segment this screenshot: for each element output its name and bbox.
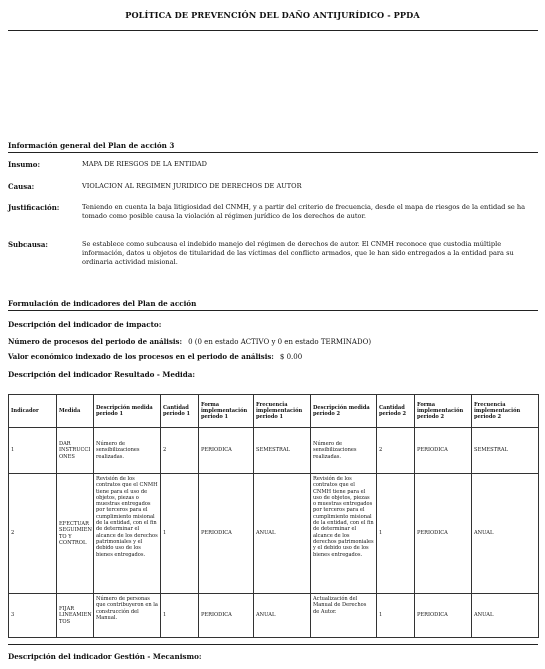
table-row (9, 474, 539, 594)
indicadores-table (8, 394, 539, 638)
table-cell: 1 (161, 474, 199, 594)
table-row (9, 428, 539, 474)
table-cell: ANUAL (472, 594, 539, 638)
table-row (9, 594, 539, 638)
table-cell: Revisión de los contratos que el CNMH tiene para el uso de objetos, piezas o muestras entregados por terceros para el cumplimiento misional de la entidad, con el fin de determinar el alcance de los derechos patrimoniales y el debido uso de los bienes entregados. (311, 474, 377, 594)
impacto-title: Descripción del indicador de impacto: (8, 320, 162, 329)
table-header: Frecuencia implementación periodo 1 (254, 395, 311, 428)
valor-row (8, 352, 302, 361)
table-cell: Número de personas que contribuyeron en la construcción del Manual. (94, 594, 161, 638)
causa-label: Causa: (8, 182, 35, 191)
table-cell: 1 (161, 594, 199, 638)
table-header-row (9, 395, 539, 428)
title-rule (8, 30, 538, 31)
table-cell: DAR INSTRUCCI ONES (57, 428, 94, 474)
table-cell: 1 (377, 594, 415, 638)
table-cell: ANUAL (472, 474, 539, 594)
table-cell: 2 (9, 474, 57, 594)
causa-value: VIOLACION AL REGIMEN JURIDICO DE DERECHOS DE AUTOR (82, 182, 302, 190)
resultado-title: Descripción del indicador Resultado - Medida: (8, 370, 196, 379)
procesos-label: Número de procesos del periodo de análisis: (8, 337, 183, 346)
gestion-title: Descripción del indicador Gestión - Mecanismo: (8, 652, 202, 661)
table-cell: PERIODICA (199, 474, 254, 594)
table-cell: PERIODICA (415, 428, 472, 474)
table-header: Medida (57, 395, 94, 428)
table-cell: 1 (377, 474, 415, 594)
table-header: Descripción medida periodo 2 (311, 395, 377, 428)
insumo-value: MAPA DE RIESGOS DE LA ENTIDAD (82, 160, 207, 168)
table-cell: 1 (9, 428, 57, 474)
table-header: Indicador (9, 395, 57, 428)
table-cell: SEMESTRAL (254, 428, 311, 474)
table-cell: EFECTUAR SEGUIMIEN TO Y CONTROL (57, 474, 94, 594)
indicadores-section-rule (8, 310, 538, 311)
valor-value: $ 0.00 (279, 353, 303, 361)
table-cell: Número de sensibilizaciones realizadas. (94, 428, 161, 474)
table-cell: Número de sensibilizaciones realizadas. (311, 428, 377, 474)
plan-section-rule (8, 152, 538, 153)
procesos-row (8, 337, 371, 346)
table-cell: ANUAL (254, 594, 311, 638)
table-cell: 2 (377, 428, 415, 474)
table-header: Cantidad periodo 2 (377, 395, 415, 428)
justificacion-label: Justificación: (8, 203, 60, 212)
table-cell: FIJAR LINEAMIEN TOS (57, 594, 94, 638)
table-cell: PERIODICA (415, 594, 472, 638)
table-cell: PERIODICA (415, 474, 472, 594)
table-cell: 2 (161, 428, 199, 474)
table-cell: PERIODICA (199, 594, 254, 638)
table-header: Forma implementación periodo 2 (415, 395, 472, 428)
procesos-value: 0 (0 en estado ACTIVO y 0 en estado TERMINADO) (188, 338, 372, 346)
subcausa-value: Se establece como subcausa el indebido manejo del régimen de derechos de autor. El CNMH reconoce que custodia múltiple información, datos u objetos de titularidad de las víctimas del conflicto armados, que le han sido entregados a la entidad para su ordinaria actividad misional. (82, 240, 514, 267)
table-cell: 3 (9, 594, 57, 638)
table-cell: Revisión de los contratos que el CNMH tiene para el uso de objetos, piezas o muestras entregados por terceros para el cumplimiento misional de la entidad, con el fin de determinar el alcance de los derechos patrimoniales y el debido uso de los bienes entregados. (94, 474, 161, 594)
table-cell: PERIODICA (199, 428, 254, 474)
insumo-label: Insumo: (8, 160, 41, 169)
table-cell: ANUAL (254, 474, 311, 594)
table-cell: Actualización del Manual de Derechos de Autor. (311, 594, 377, 638)
table-cell: SEMESTRAL (472, 428, 539, 474)
indicadores-section-title: Formulación de indicadores del Plan de acción (8, 299, 197, 308)
table-header: Frecuencia implementación periodo 2 (472, 395, 539, 428)
gestion-rule (8, 644, 538, 645)
table-header: Forma implementación periodo 1 (199, 395, 254, 428)
table-header: Descripción medida periodo 1 (94, 395, 161, 428)
valor-label: Valor económico indexado de los procesos en el periodo de análisis: (8, 352, 274, 361)
page-title: POLÍTICA DE PREVENCIÓN DEL DAÑO ANTIJURÍDICO - PPDA (125, 10, 420, 20)
table-header: Cantidad periodo 1 (161, 395, 199, 428)
justificacion-value: Teniendo en cuenta la baja litigiosidad del CNMH, y a partir del criterio de frecuencia, desde el mapa de riesgos de la entidad se ha tomado como posible causa la violación al régimen jurídico de los derechos de autor. (82, 203, 526, 221)
subcausa-label: Subcausa: (8, 240, 48, 249)
plan-section-title: Información general del Plan de acción 3 (8, 141, 175, 150)
